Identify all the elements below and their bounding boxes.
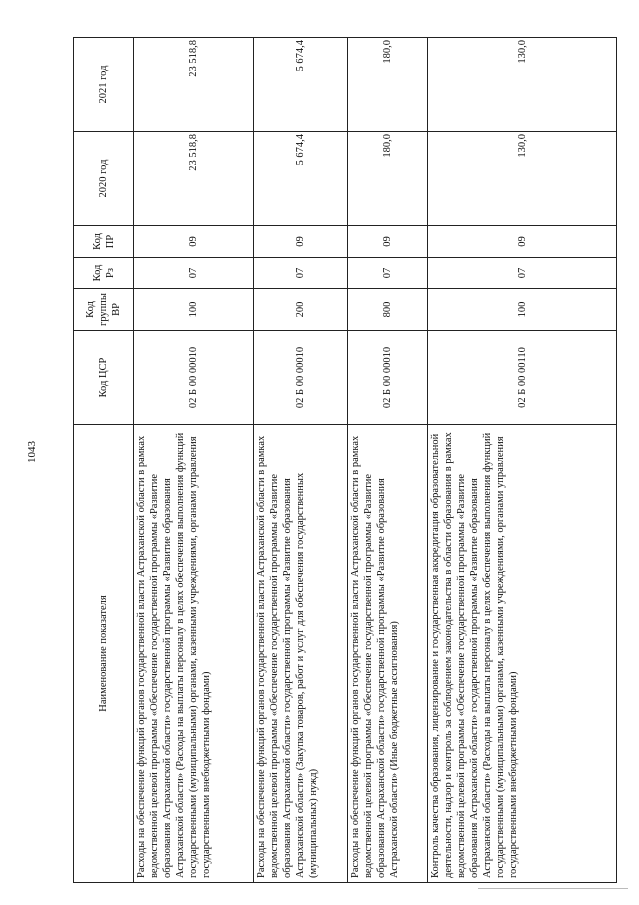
row-name: Расходы на обеспечение функций органов государственной власти Астраханской области в рамках ведомственной целевой программы «Обеспечение государственной программы «Развитие образования Астраханской области» государственной программы «Развитие образования Астраханской области» (Иные бюджетные ассигнования)	[348, 425, 428, 883]
row-rz: 07	[134, 258, 254, 289]
row-2021: 5 674,4	[254, 38, 348, 132]
row-vr: 800	[348, 289, 428, 331]
row-rz: 07	[348, 258, 428, 289]
header-vr: Код группы ВР	[74, 289, 134, 331]
row-2021: 180,0	[348, 38, 428, 132]
header-csr: Код ЦСР	[74, 331, 134, 425]
row-2020: 130,0	[428, 132, 617, 226]
row-csr: 02 Б 00 00010	[134, 331, 254, 425]
row-vr: 100	[134, 289, 254, 331]
table-row	[348, 38, 428, 883]
row-rz: 07	[254, 258, 348, 289]
row-2020: 5 674,4	[254, 132, 348, 226]
row-2020: 180,0	[348, 132, 428, 226]
header-name: Наименование показателя	[74, 425, 134, 883]
row-vr: 100	[428, 289, 617, 331]
row-pr: 09	[134, 226, 254, 258]
row-csr: 02 Б 00 00010	[348, 331, 428, 425]
row-csr: 02 Б 00 00010	[254, 331, 348, 425]
table-row	[254, 38, 348, 883]
rotated-page-content	[73, 38, 613, 883]
row-name: Расходы на обеспечение функций органов государственной власти Астраханской области в рамках ведомственной целевой программы «Обеспечение государственной программы «Развитие образования Астраханской области» государственной программы «Развитие образования Астраханской области» (Закупка товаров, работ и услуг для обеспечения государственных (муниципальных) нужд)	[254, 425, 348, 883]
scan-edge-line	[478, 888, 628, 889]
header-rz: Код Рз	[74, 258, 134, 289]
table-row	[134, 38, 254, 883]
row-2021: 23 518,8	[134, 38, 254, 132]
row-pr: 09	[428, 226, 617, 258]
header-2021: 2021 год	[74, 38, 134, 132]
row-pr: 09	[254, 226, 348, 258]
row-2020: 23 518,8	[134, 132, 254, 226]
row-pr: 09	[348, 226, 428, 258]
row-vr: 200	[254, 289, 348, 331]
row-2021: 130,0	[428, 38, 617, 132]
row-rz: 07	[428, 258, 617, 289]
budget-table	[73, 37, 617, 883]
row-name: Расходы на обеспечение функций органов государственной власти Астраханской области в рамках ведомственной целевой программы «Обеспечение государственной программы «Развитие образования Астраханской области» государственной программы «Развитие образования Астраханской области» (Расходы на выплаты персоналу в целях обеспечения выполнения функций государственными (муниципальными) органами, казенными учреждениями, органами управления государственными внебюджетными фондами)	[134, 425, 254, 883]
page-number: 1043	[26, 441, 38, 463]
header-2020: 2020 год	[74, 132, 134, 226]
header-pr: Код ПР	[74, 226, 134, 258]
table-header-row	[74, 38, 134, 883]
row-name: Контроль качества образования, лицензирование и государственная аккредитация образовательной деятельности, надзор и контроль за соблюдением законодательства в области образования в рамках ведомственной целевой программы «Обеспечение государственной программы «Развитие образования Астраханской области» государственной программы «Развитие образования Астраханской области» (Расходы на выплаты персоналу в целях обеспечения выполнения функций государственными (муниципальными) органами, казенными учреждениями, органами управления государственными внебюджетными фондами)	[428, 425, 617, 883]
table-row	[428, 38, 617, 883]
row-csr: 02 Б 00 00110	[428, 331, 617, 425]
